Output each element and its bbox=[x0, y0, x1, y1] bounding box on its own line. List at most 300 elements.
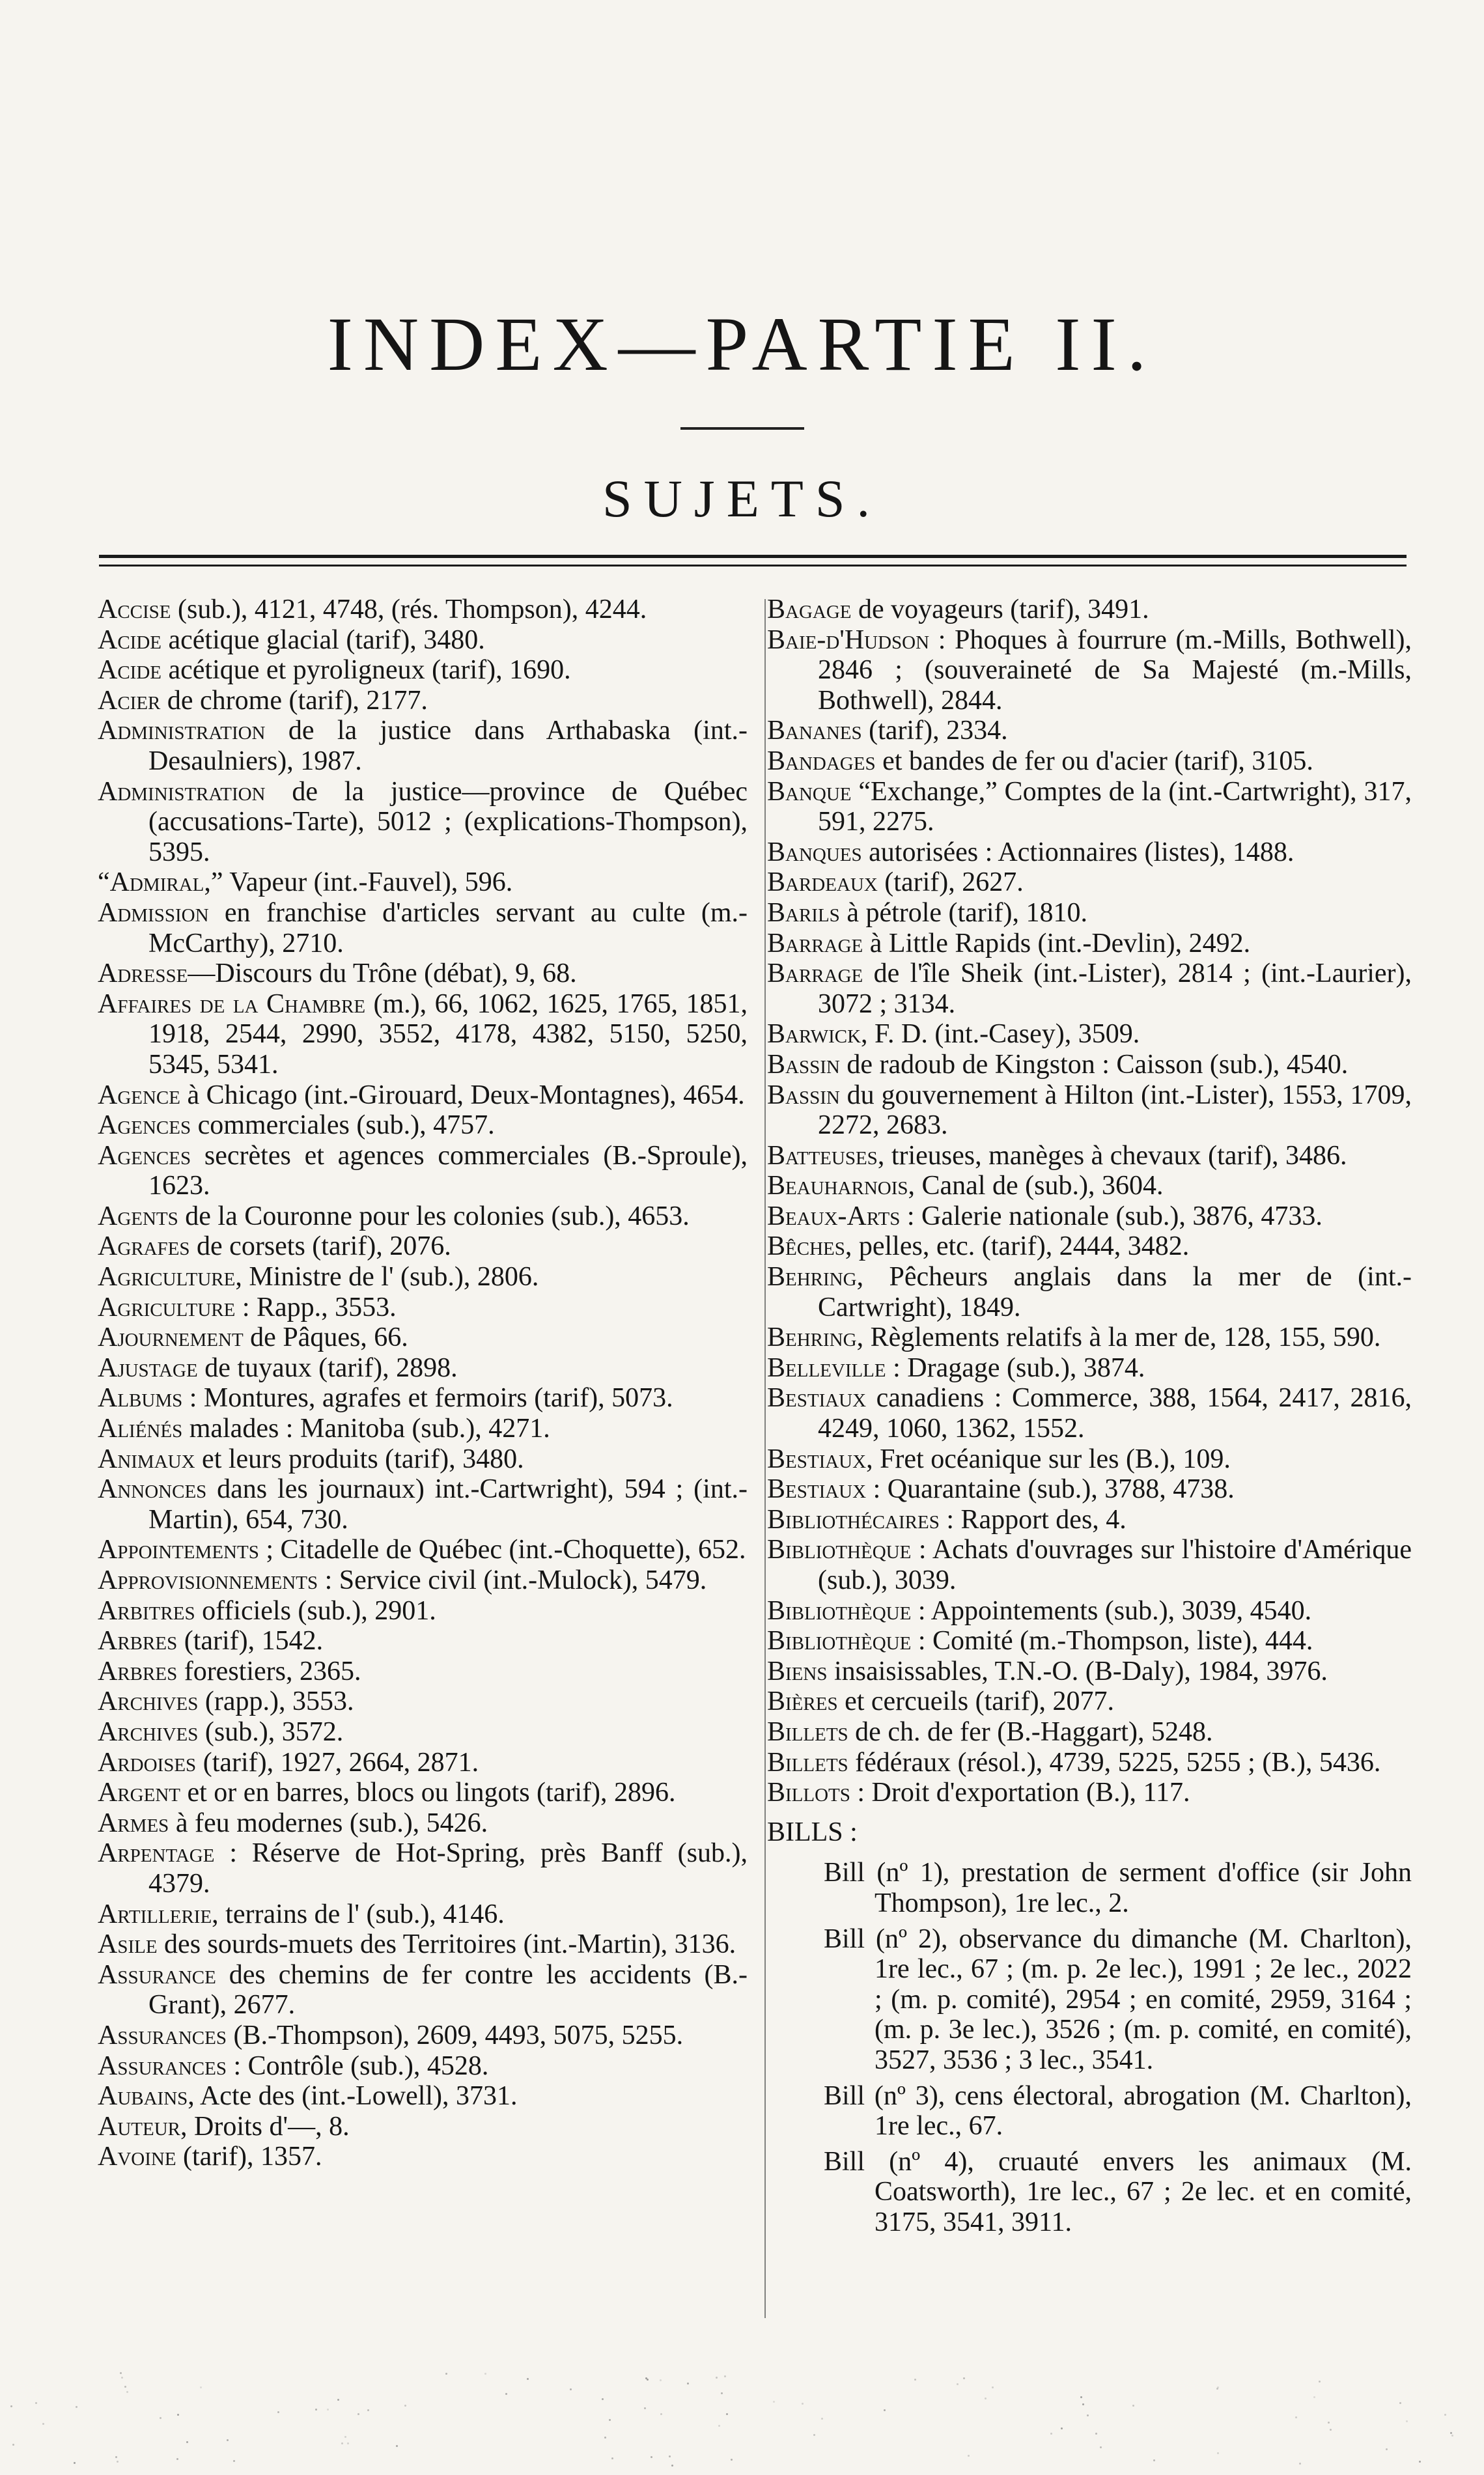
entry-text: et bandes de fer ou d'acier (tarif), 3105. bbox=[875, 746, 1313, 776]
speck bbox=[1216, 2388, 1218, 2390]
index-entry bbox=[767, 1474, 1412, 1505]
speck bbox=[957, 2383, 959, 2385]
bill-entry: Bill (nº 3), cens électoral, abrogation (M. Charlton), 1re lec., 67. bbox=[824, 2080, 1412, 2142]
entry-heading: Argent bbox=[98, 1778, 180, 1808]
entry-text: : Appointements (sub.), 3039, 4540. bbox=[911, 1595, 1312, 1626]
index-entry bbox=[767, 898, 1412, 929]
entry-text: , Pêcheurs anglais dans la mer de (int.-Cartwright), 1849. bbox=[818, 1262, 1412, 1322]
entry-heading: Admission bbox=[98, 897, 209, 928]
index-entry bbox=[767, 867, 1412, 898]
header-rule-thick bbox=[99, 555, 1407, 558]
entry-heading: Administration bbox=[98, 776, 266, 807]
speck bbox=[117, 2461, 119, 2463]
entry-text: de voyageurs (tarif), 3491. bbox=[851, 594, 1149, 624]
speck bbox=[1330, 2429, 1332, 2431]
index-entry bbox=[98, 594, 748, 625]
speck bbox=[602, 2398, 604, 2400]
entry-text: (sub.), 3572. bbox=[198, 1716, 344, 1747]
entry-heading: Adresse bbox=[98, 958, 188, 989]
speck bbox=[1386, 2448, 1388, 2450]
entry-heading: Ardoises bbox=[98, 1747, 197, 1778]
entry-heading: Arpentage bbox=[98, 1838, 215, 1869]
speck bbox=[968, 2455, 970, 2457]
index-entry bbox=[98, 625, 748, 656]
entry-heading: Administration bbox=[98, 716, 266, 746]
speck bbox=[1153, 2459, 1155, 2461]
entry-heading: Barrage bbox=[767, 958, 863, 989]
entry-heading: Accise bbox=[98, 594, 171, 624]
entry-text: et cercueils (tarif), 2077. bbox=[837, 1686, 1115, 1717]
entry-heading: Arbitres bbox=[98, 1595, 195, 1626]
index-entry bbox=[98, 655, 748, 686]
entry-text: commerciales (sub.), 4757. bbox=[191, 1110, 495, 1141]
index-entry bbox=[98, 1626, 748, 1657]
entry-heading: Agences bbox=[98, 1140, 191, 1171]
entry-text: : Comité (m.-Thompson, liste), 444. bbox=[911, 1626, 1313, 1657]
index-entry bbox=[767, 746, 1412, 777]
entry-text: , pelles, etc. (tarif), 2444, 3482. bbox=[845, 1231, 1190, 1262]
entry-text: (tarif), 2627. bbox=[877, 867, 1024, 898]
speck bbox=[126, 2391, 128, 2393]
entry-heading: Artillerie bbox=[98, 1899, 212, 1929]
entry-heading: Bardeaux bbox=[767, 867, 878, 898]
entry-text: , trieuses, manèges à chevaux (tarif), 3486. bbox=[877, 1140, 1347, 1171]
index-entry bbox=[98, 2142, 748, 2172]
entry-text: : Service civil (int.-Mulock), 5479. bbox=[318, 1565, 707, 1595]
entry-heading: Ajournement bbox=[98, 1322, 244, 1353]
speck bbox=[724, 2375, 726, 2377]
entry-heading: Bagage bbox=[767, 594, 852, 624]
speck bbox=[813, 2434, 815, 2436]
speck bbox=[645, 2377, 647, 2379]
entry-text: officiels (sub.), 2901. bbox=[195, 1595, 436, 1626]
entry-heading: Billots bbox=[767, 1778, 850, 1808]
index-entry bbox=[767, 1322, 1412, 1353]
bill-entry: Bill (nº 1), prestation de serment d'office (sir John Thompson), 1re lec., 2. bbox=[824, 1858, 1412, 1918]
index-entry bbox=[98, 1565, 748, 1596]
entry-text: , Fret océanique sur les (B.), 109. bbox=[866, 1444, 1231, 1474]
index-entry bbox=[98, 898, 748, 958]
index-entry bbox=[98, 1657, 748, 1687]
index-entry bbox=[767, 1444, 1412, 1475]
index-entry bbox=[98, 1444, 748, 1475]
speck bbox=[1313, 2396, 1315, 2398]
entry-heading: Biens bbox=[767, 1656, 828, 1686]
entry-text: à Chicago (int.-Girouard, Deux-Montagnes), 4654. bbox=[180, 1080, 745, 1110]
index-entry bbox=[767, 1141, 1412, 1171]
entry-heading: Bibliothécaires bbox=[767, 1504, 940, 1535]
index-entry bbox=[98, 989, 748, 1080]
entry-text: forestiers, 2365. bbox=[177, 1656, 361, 1686]
index-entry bbox=[767, 594, 1412, 625]
entry-heading: Affaires de la Chambre bbox=[98, 988, 366, 1019]
speck bbox=[315, 2409, 317, 2411]
speck bbox=[327, 2409, 329, 2411]
entry-heading: Approvisionnements bbox=[98, 1565, 318, 1595]
index-entry bbox=[767, 1262, 1412, 1322]
entry-heading: Bibliothèque bbox=[767, 1626, 912, 1657]
entry-text: du gouvernement à Hilton (int.-Lister), 1553, 1709, 2272, 2683. bbox=[818, 1080, 1412, 1141]
index-entry bbox=[98, 2112, 748, 2142]
entry-heading: Arbres bbox=[98, 1626, 178, 1657]
entry-heading: Banque bbox=[767, 776, 852, 807]
speck bbox=[604, 2437, 606, 2439]
entry-text: : Quarantaine (sub.), 3788, 4738. bbox=[866, 1474, 1235, 1505]
entry-heading: Auteur bbox=[98, 2111, 180, 2142]
index-entry bbox=[767, 1050, 1412, 1080]
index-entry bbox=[98, 1201, 748, 1232]
entry-heading: Bibliothèque bbox=[767, 1595, 912, 1626]
index-entry bbox=[767, 1171, 1412, 1201]
index-entry bbox=[98, 1414, 748, 1444]
index-entry bbox=[98, 958, 748, 989]
speck bbox=[124, 2386, 126, 2388]
speck bbox=[121, 2377, 123, 2379]
entry-heading: Agriculture bbox=[98, 1292, 236, 1322]
index-entry bbox=[98, 1322, 748, 1353]
index-entry bbox=[98, 716, 748, 776]
entry-heading: Acier bbox=[98, 685, 161, 716]
entry-text: (sub.), 4121, 4748, (rés. Thompson), 4244. bbox=[171, 594, 647, 624]
speck bbox=[669, 2455, 671, 2457]
entry-heading: Behring bbox=[767, 1322, 857, 1353]
speck bbox=[445, 2373, 447, 2375]
entry-text: de la justice dans Arthabaska (int.-Desaulniers), 1987. bbox=[148, 716, 748, 776]
speck bbox=[10, 2405, 12, 2407]
entry-text: : Phoques à fourrure (m.-Mills, Bothwell), 2846 ; (souveraineté de Sa Majesté (m.-Mills, Bothwell), 2844. bbox=[818, 624, 1412, 716]
index-entry bbox=[98, 1596, 748, 1627]
index-entry bbox=[98, 1929, 748, 1960]
entry-text: de la justice—province de Québec (accusations-Tarte), 5012 ; (explications-Thompson), 5395. bbox=[148, 776, 748, 867]
entry-heading: Agence bbox=[98, 1080, 180, 1110]
entry-text: (tarif), 1542. bbox=[177, 1626, 324, 1657]
entry-text: —Discours du Trône (débat), 9, 68. bbox=[188, 958, 577, 989]
index-entry bbox=[767, 777, 1412, 837]
index-entry bbox=[98, 1899, 748, 1930]
entry-text: : Galerie nationale (sub.), 3876, 4733. bbox=[900, 1201, 1323, 1231]
entry-text: secrètes et agences commerciales (B.-Sproule), 1623. bbox=[148, 1140, 748, 1201]
speck bbox=[1328, 2422, 1330, 2424]
speck bbox=[726, 2413, 728, 2415]
index-entry bbox=[767, 1383, 1412, 1444]
speck bbox=[347, 2442, 349, 2444]
header-rule-thin bbox=[99, 565, 1407, 566]
speck bbox=[186, 2441, 188, 2443]
entry-heading: Bestiaux bbox=[767, 1474, 867, 1505]
speck bbox=[1419, 2461, 1421, 2463]
entry-text: : Contrôle (sub.), 4528. bbox=[226, 2050, 489, 2081]
index-entry bbox=[98, 2051, 748, 2082]
speck bbox=[344, 2436, 346, 2438]
entry-heading: Animaux bbox=[98, 1444, 195, 1474]
index-entry bbox=[767, 929, 1412, 959]
index-entry bbox=[767, 1505, 1412, 1535]
index-entry bbox=[767, 1353, 1412, 1384]
entry-text: autorisées : Actionnaires (listes), 1488. bbox=[861, 837, 1295, 867]
index-entry bbox=[767, 1686, 1412, 1717]
index-entry bbox=[767, 958, 1412, 1019]
speck bbox=[1399, 2402, 1401, 2404]
index-entry bbox=[767, 1231, 1412, 1262]
speck bbox=[1406, 2420, 1408, 2422]
index-entry bbox=[98, 1293, 748, 1323]
speck bbox=[120, 2372, 122, 2374]
entry-heading: Bestiaux bbox=[767, 1383, 867, 1414]
entry-heading: Barils bbox=[767, 897, 840, 928]
entry-text: de Pâques, 66. bbox=[243, 1322, 408, 1353]
entry-text: : Droit d'exportation (B.), 117. bbox=[850, 1778, 1190, 1808]
speck bbox=[396, 2445, 398, 2447]
speck bbox=[1217, 2452, 1219, 2454]
entry-text: insaisissables, T.N.-O. (B-Daly), 1984, 3976. bbox=[827, 1656, 1328, 1686]
bill-entry: Bill (nº 4), cruauté envers les animaux (M. Coatsworth), 1re lec., 67 ; 2e lec. et en comité, 3175, 3541, 3911. bbox=[824, 2146, 1412, 2237]
entry-heading: Annonces bbox=[98, 1474, 207, 1505]
entry-text: : Dragage (sub.), 3874. bbox=[886, 1352, 1145, 1383]
index-entry bbox=[767, 1748, 1412, 1778]
index-column-right bbox=[767, 594, 1412, 2243]
entry-text: : Montures, agrafes et fermoirs (tarif), 5073. bbox=[182, 1383, 673, 1414]
index-column-left bbox=[98, 594, 748, 2172]
speck bbox=[527, 2378, 529, 2380]
speck bbox=[1061, 2427, 1063, 2429]
speck bbox=[505, 2393, 507, 2395]
entry-heading: Barrage bbox=[767, 928, 863, 958]
speck bbox=[337, 2399, 339, 2401]
entry-heading: Assurances bbox=[98, 2050, 227, 2081]
index-entry bbox=[98, 1778, 748, 1808]
entry-text: acétique et pyroligneux (tarif), 1690. bbox=[161, 655, 571, 686]
entry-text: à feu modernes (sub.), 5426. bbox=[169, 1808, 488, 1838]
entry-text: canadiens : Commerce, 388, 1564, 2417, 2816, 4249, 1060, 1362, 1552. bbox=[818, 1383, 1412, 1444]
speck bbox=[773, 2401, 775, 2403]
entry-text: : Achats d'ouvrages sur l'histoire d'Amérique (sub.), 3039. bbox=[818, 1535, 1412, 1595]
speck bbox=[802, 2403, 804, 2405]
entry-text: , Acte des (int.-Lowell), 3731. bbox=[188, 2081, 518, 2112]
speck bbox=[367, 2409, 369, 2411]
entry-heading: Beauharnois bbox=[767, 1171, 908, 1201]
entry-heading: Acide bbox=[98, 624, 161, 655]
entry-text: , Droits d'—, 8. bbox=[180, 2111, 350, 2142]
entry-heading: Bestiaux bbox=[767, 1444, 867, 1474]
entry-text: , Règlements relatifs à la mer de, 128, 155, 590. bbox=[856, 1322, 1381, 1353]
entry-text: acétique glacial (tarif), 3480. bbox=[161, 624, 485, 655]
entry-heading: Assurances bbox=[98, 2020, 227, 2050]
bills-heading: BILLS : bbox=[767, 1817, 858, 1847]
index-entry bbox=[767, 1717, 1412, 1748]
index-entry bbox=[98, 1748, 748, 1778]
entry-heading: Ajustage bbox=[98, 1352, 198, 1383]
entry-text: (tarif), 2334. bbox=[861, 716, 1008, 746]
speck bbox=[233, 2460, 235, 2462]
entry-text: , Ministre de l' (sub.), 2806. bbox=[235, 1262, 539, 1293]
entry-heading: Bananes bbox=[767, 716, 862, 746]
speck bbox=[1050, 2433, 1052, 2435]
entry-heading: Acide bbox=[98, 655, 161, 686]
speck bbox=[76, 2406, 77, 2408]
entry-text: ; Citadelle de Québec (int.-Choquette), 652. bbox=[259, 1535, 746, 1565]
entry-heading: Avoine bbox=[98, 2142, 176, 2172]
speck bbox=[484, 2373, 486, 2375]
speck bbox=[341, 2442, 343, 2444]
speck bbox=[1132, 2405, 1134, 2407]
index-entry bbox=[767, 1778, 1412, 1808]
speck bbox=[660, 2413, 662, 2415]
entry-text: de tuyaux (tarif), 2898. bbox=[197, 1352, 458, 1383]
entry-text: et leurs produits (tarif), 3480. bbox=[195, 1444, 524, 1474]
speck bbox=[1080, 2396, 1082, 2398]
speck bbox=[1451, 2435, 1453, 2437]
index-entry bbox=[767, 1201, 1412, 1232]
entry-heading: Bandages bbox=[767, 746, 876, 776]
index-entry bbox=[767, 1657, 1412, 1687]
entry-heading: Batteuses bbox=[767, 1140, 878, 1171]
entry-heading: Billets bbox=[767, 1747, 848, 1778]
index-entry bbox=[767, 1080, 1412, 1141]
entry-text: des chemins de fer contre les accidents (B.-Grant), 2677. bbox=[148, 1959, 748, 2021]
entry-text: fédéraux (résol.), 4739, 5225, 5255 ; (B.), 5436. bbox=[848, 1747, 1381, 1778]
entry-heading: Billets bbox=[767, 1716, 848, 1747]
speck bbox=[651, 2456, 652, 2458]
column-divider bbox=[764, 599, 766, 2318]
entry-heading: Beaux-Arts bbox=[767, 1201, 901, 1231]
paper-specks bbox=[0, 2370, 1484, 2474]
entry-heading: Aubains bbox=[98, 2081, 188, 2112]
speck bbox=[357, 2413, 359, 2415]
index-entry bbox=[767, 1626, 1412, 1657]
index-entry bbox=[767, 1596, 1412, 1627]
entry-heading: Belleville bbox=[767, 1352, 886, 1383]
entry-text: de radoub de Kingston : Caisson (sub.), 4540. bbox=[839, 1049, 1349, 1080]
entry-text: (m.), 66, 1062, 1625, 1765, 1851, 1918, 2544, 2990, 3552, 4178, 4382, 5150, 5250, 5345, 5341. bbox=[148, 988, 748, 1080]
entry-heading: Archives bbox=[98, 1716, 199, 1747]
index-entry bbox=[98, 1838, 748, 1899]
index-entry bbox=[98, 1717, 748, 1748]
index-entry bbox=[98, 1353, 748, 1384]
entry-heading: Arbres bbox=[98, 1656, 178, 1686]
speck bbox=[42, 2423, 44, 2425]
index-entry bbox=[98, 1535, 748, 1565]
speck bbox=[177, 2414, 179, 2416]
speck bbox=[963, 2377, 965, 2379]
speck bbox=[611, 2457, 613, 2459]
speck bbox=[200, 2386, 202, 2388]
index-entry bbox=[98, 1474, 748, 1535]
entry-heading: Bières bbox=[767, 1686, 838, 1717]
speck bbox=[74, 2462, 76, 2464]
speck bbox=[12, 2444, 14, 2446]
speck bbox=[1450, 2432, 1452, 2434]
speck bbox=[821, 2418, 823, 2420]
index-entry bbox=[98, 1141, 748, 1201]
entry-heading: Agents bbox=[98, 1201, 178, 1231]
entry-text: en franchise d'articles servant au culte (m.-McCarthy), 2710. bbox=[148, 897, 748, 958]
entry-text: : Réserve de Hot-Spring, près Banff (sub.), 4379. bbox=[148, 1838, 748, 1899]
speck bbox=[884, 2409, 886, 2411]
entry-heading: Aliénés bbox=[98, 1414, 183, 1444]
entry-heading: Bassin bbox=[767, 1080, 840, 1110]
speck bbox=[914, 2379, 916, 2381]
entry-text: , Canal de (sub.), 3604. bbox=[908, 1171, 1164, 1201]
index-entry bbox=[98, 2021, 748, 2051]
entry-text: à Little Rapids (int.-Devlin), 2492. bbox=[863, 928, 1251, 958]
index-entry bbox=[98, 1960, 748, 2021]
speck bbox=[609, 2419, 611, 2421]
speck bbox=[227, 2439, 229, 2441]
entry-text: et or en barres, blocs ou lingots (tarif), 2896. bbox=[180, 1778, 676, 1808]
entry-text: (tarif), 1927, 2664, 2871. bbox=[196, 1747, 479, 1778]
index-entry bbox=[767, 1535, 1412, 1595]
entry-heading: Bêches bbox=[767, 1231, 845, 1262]
index-entry bbox=[98, 1686, 748, 1717]
speck bbox=[277, 2411, 279, 2413]
entry-heading: Archives bbox=[98, 1686, 199, 1717]
entry-text: dans les journaux) int.-Cartwright), 594 ; (int.-Martin), 654, 730. bbox=[148, 1474, 748, 1535]
speck bbox=[115, 2456, 117, 2458]
entry-heading: “Admiral,” bbox=[98, 867, 223, 898]
entry-text: (tarif), 1357. bbox=[176, 2142, 322, 2172]
entry-text: de l'île Sheik (int.-Lister), 2814 ; (int.-Laurier), 3072 ; 3134. bbox=[818, 958, 1412, 1019]
entry-text: , terrains de l' (sub.), 4146. bbox=[212, 1899, 505, 1929]
speck bbox=[160, 2417, 161, 2419]
speck bbox=[721, 2392, 723, 2394]
index-entry bbox=[98, 1383, 748, 1414]
entry-heading: Baie-d'Hudson bbox=[767, 624, 930, 655]
index-entry bbox=[98, 686, 748, 716]
index-entry bbox=[767, 625, 1412, 716]
entry-heading: Appointements bbox=[98, 1535, 259, 1565]
bill-entry: Bill (nº 2), observance du dimanche (M. Charlton), 1re lec., 67 ; (m. p. 2e lec.), 1991 ; 2e lec., 2022 ; (m. p. comité), 2954 ; en comité, 2959, 3164 ; (m. p. 3e lec.), 3526 ; (m. p. comité, en comité), 3527, 3536 ; 3 lec., 3541. bbox=[824, 1923, 1412, 2075]
index-entry bbox=[98, 1231, 748, 1262]
speck bbox=[1082, 2403, 1084, 2405]
speck bbox=[1299, 2463, 1301, 2465]
title-divider bbox=[680, 427, 804, 430]
speck bbox=[1100, 2446, 1102, 2448]
entry-text: “Exchange,” Comptes de la (int.-Cartwright), 317, 591, 2275. bbox=[818, 776, 1412, 837]
entry-text: de corsets (tarif), 2076. bbox=[189, 1231, 451, 1262]
speck bbox=[570, 2388, 572, 2390]
entry-heading: Agences bbox=[98, 1110, 191, 1141]
speck bbox=[716, 2377, 718, 2379]
page-title: INDEX—PARTIE II. bbox=[327, 301, 1157, 387]
entry-heading: Bassin bbox=[767, 1049, 840, 1080]
index-entry bbox=[98, 2081, 748, 2112]
speck bbox=[1095, 2433, 1097, 2435]
entry-text: : Rapp., 3553. bbox=[235, 1292, 397, 1322]
speck bbox=[176, 2458, 178, 2460]
speck bbox=[35, 2402, 37, 2404]
speck bbox=[671, 2465, 673, 2467]
entry-heading: Behring bbox=[767, 1262, 857, 1293]
entry-heading: Asile bbox=[98, 1929, 158, 1960]
index-entry bbox=[767, 1019, 1412, 1050]
index-entry bbox=[767, 716, 1412, 746]
speck bbox=[1444, 2414, 1446, 2416]
entry-text: des sourds-muets des Territoires (int.-Martin), 3136. bbox=[157, 1929, 736, 1960]
entry-text: , F. D. (int.-Casey), 3509. bbox=[861, 1019, 1140, 1050]
index-entry bbox=[98, 867, 748, 898]
index-entry bbox=[98, 777, 748, 868]
speck bbox=[985, 2398, 987, 2399]
entry-text: à pétrole (tarif), 1810. bbox=[839, 897, 1087, 928]
entry-text: malades : Manitoba (sub.), 4271. bbox=[182, 1414, 550, 1444]
entry-text: : Rapport des, 4. bbox=[939, 1504, 1127, 1535]
entry-text: (B.-Thompson), 2609, 4493, 5075, 5255. bbox=[226, 2020, 684, 2050]
entry-heading: Banques bbox=[767, 837, 862, 867]
index-entry bbox=[98, 1808, 748, 1839]
speck bbox=[731, 2459, 733, 2461]
entry-text: de chrome (tarif), 2177. bbox=[160, 685, 428, 716]
speck bbox=[1319, 2381, 1321, 2383]
